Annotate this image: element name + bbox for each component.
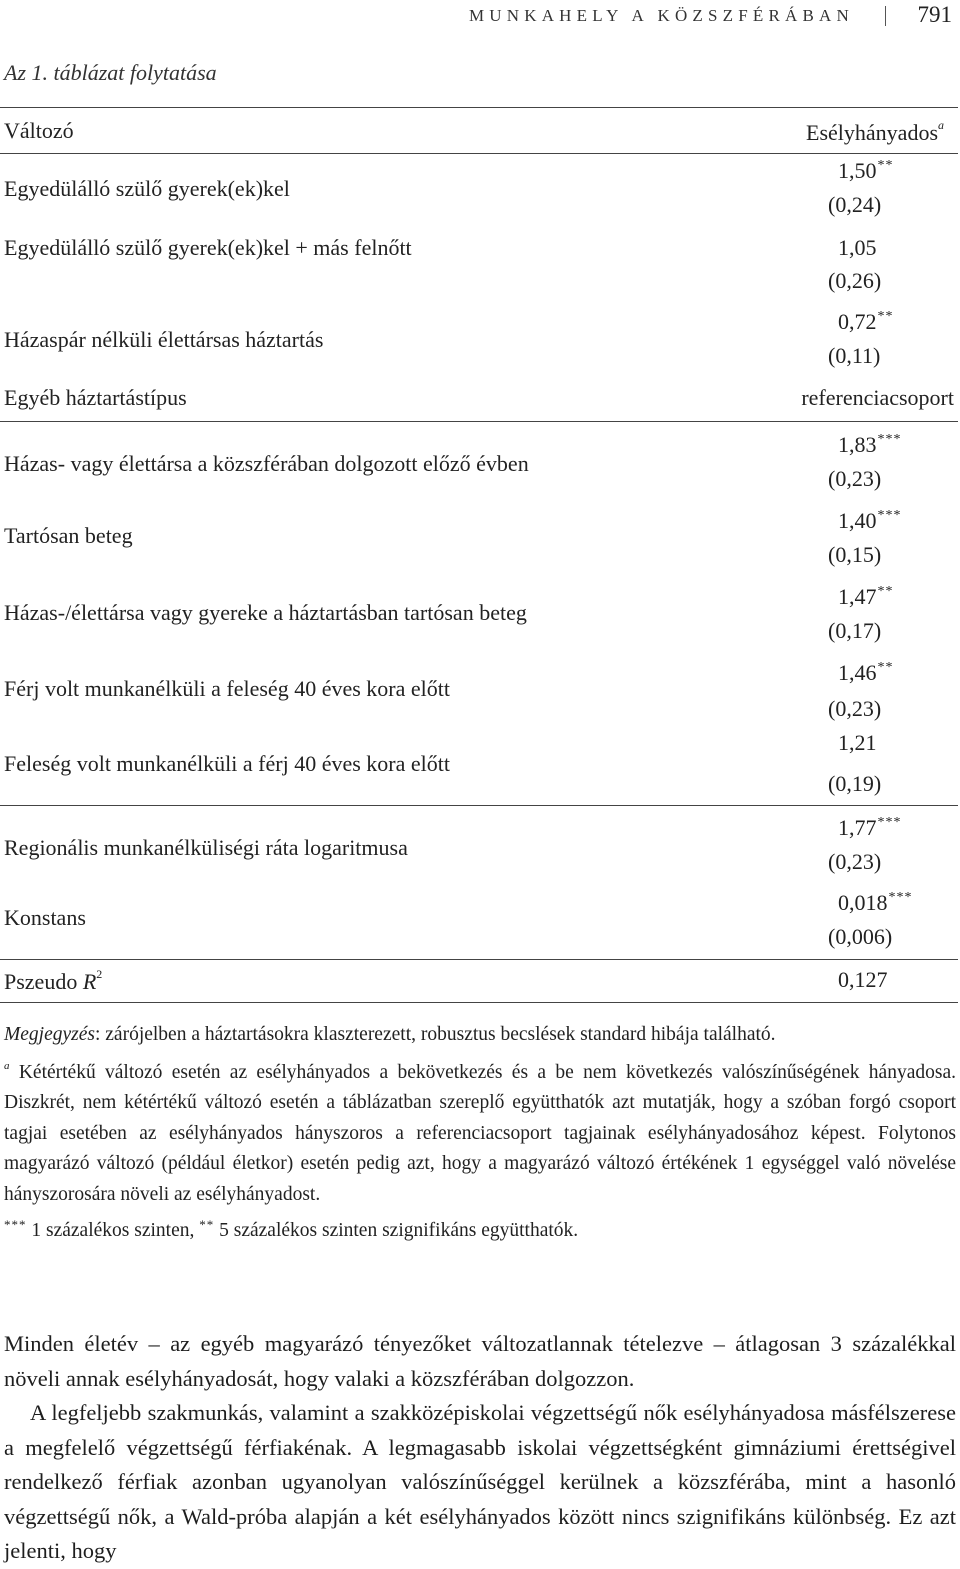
header-divider	[885, 6, 886, 26]
table-notes	[4, 1020, 956, 1247]
pseudo-r2-label	[4, 967, 102, 995]
significance-stars: **	[877, 660, 894, 675]
table-row-label: Férj volt munkanélküli a feleség 40 éves kora előtt	[4, 676, 450, 701]
footnote-paragraph	[4, 1051, 956, 1211]
standard-error: (0,23)	[828, 466, 882, 491]
note-paragraph	[4, 1020, 956, 1051]
odds-number: 1,40	[838, 508, 877, 533]
running-header	[0, 4, 958, 28]
column-header-odds-ratio	[806, 118, 944, 146]
table-top-rule	[0, 107, 958, 108]
pseudo-r2-exponent: 2	[96, 967, 103, 981]
body-paragraph-2: A legfeljebb szakmunkás, valamint a szakközépiskolai végzettségű nők esélyhányadosa másfélszerese a megfelelő végzettségű férfiakénak. A legmagasabb iskolai végzettségként gimnáziumi érettségivel rendelkező férfiak azonban ugyanolyan valószínűséggel kerülnek a közszférába, mint a hasonló végzettségű nők, a Wald-próba alapján a két esélyhányados között nincs szignifikáns különbség. Ez azt jelenti, hogy	[4, 1400, 956, 1563]
odds-number: 1,83	[838, 432, 877, 457]
standard-error: (0,23)	[828, 696, 882, 721]
significance-stars: ***	[888, 890, 913, 905]
page-number: 791	[917, 2, 952, 27]
significance-stars: **	[877, 158, 894, 173]
significance-stars: ***	[877, 508, 902, 523]
table-row-label: Házas- vagy élettársa a közszférában dolgozott előző évben	[4, 451, 529, 476]
table-r2-rule	[0, 959, 958, 960]
running-title: MUNKAHELY A KÖZSZFÉRÁBAN	[468, 6, 854, 25]
odds-value	[838, 309, 894, 335]
significance-stars: ***	[877, 432, 902, 447]
standard-error: (0,11)	[828, 343, 881, 368]
table-row-label: Házaspár nélküli élettársas háztartás	[4, 327, 324, 352]
odds-number: 1,05	[838, 235, 877, 260]
odds-value	[838, 158, 894, 184]
footnote-text: Kétértékű változó esetén az esélyhányados a bekövetkezés és a be nem következés valószínűségének hányadosa. Diszkrét, nem kétértékű változó esetén a táblázatban szereplő együtthatók azt mutatják, hogy a szóban forgó csoport tagjai esetében az esélyhányados hányszoros a referenciacsoport tagjainak esélyhányadosához képest. Folytonos magyarázó változó (például életkor) esetén pedig azt, hogy a magyarázó változó értékének 1 egységgel való növelése hányszorosára növeli az esélyhányadost.	[4, 1061, 956, 1205]
standard-error: (0,24)	[828, 192, 882, 217]
odds-value	[838, 584, 894, 610]
standard-error: (0,23)	[828, 849, 882, 874]
table-section-rule	[0, 805, 958, 806]
pseudo-r2-symbol: R	[82, 969, 97, 994]
table-row-label: Egyéb háztartástípus	[4, 385, 187, 410]
table-row-label: Konstans	[4, 905, 86, 930]
odds-number: 1,46	[838, 660, 877, 685]
table-row-label: Egyedülálló szülő gyerek(ek)kel + más felnőtt	[4, 235, 412, 260]
odds-value	[838, 508, 902, 534]
odds-value	[838, 730, 878, 756]
table-row-label: Tartósan beteg	[4, 523, 133, 548]
table-row-label: Házas-/élettársa vagy gyereke a háztartásban tartósan beteg	[4, 600, 527, 625]
odds-value	[838, 235, 878, 261]
significance-stars: ***	[877, 815, 902, 830]
odds-number: 0,72	[838, 309, 877, 334]
significance-stars-3: ***	[4, 1217, 27, 1232]
odds-value	[838, 660, 894, 686]
column-header-variable: Változó	[4, 118, 74, 143]
significance-stars-2: **	[199, 1217, 215, 1232]
column-header-odds-label: Esélyhányados	[806, 120, 938, 145]
note-label: Megjegyzés	[4, 1024, 95, 1045]
table-row-label: Regionális munkanélküliségi ráta logaritmusa	[4, 835, 408, 860]
table-caption: Az 1. táblázat folytatása	[4, 60, 217, 85]
significance-text-2: 5 százalékos szinten szignifikáns együtthatók.	[214, 1220, 579, 1241]
pseudo-r2-word: Pszeudo	[4, 969, 78, 994]
table-section-rule	[0, 421, 958, 422]
body-paragraph-1: Minden életév – az egyéb magyarázó tényezőket változatlannak tételezve – átlagosan 3 százalékkal növeli annak esélyhányadosát, hogy valaki a közszférában dolgozzon.	[4, 1331, 956, 1391]
table-header-rule	[0, 153, 958, 154]
odds-number: 1,77	[838, 815, 877, 840]
standard-error: (0,17)	[828, 618, 882, 643]
footnote-marker: a	[4, 1059, 10, 1072]
significance-text-1: 1 százalékos szinten,	[26, 1220, 200, 1241]
significance-stars: **	[877, 309, 894, 324]
odds-value	[838, 815, 902, 841]
note-text: : zárójelben a háztartásokra klaszterezett, robusztus becslések standard hibája található.	[94, 1024, 776, 1045]
standard-error: (0,006)	[828, 924, 893, 949]
odds-value	[838, 890, 913, 916]
standard-error: (0,19)	[828, 771, 882, 796]
standard-error: (0,15)	[828, 542, 882, 567]
significance-stars: **	[877, 584, 894, 599]
column-header-footnote-marker: a	[938, 118, 944, 132]
odds-number: 0,018	[838, 890, 888, 915]
odds-number: 1,47	[838, 584, 877, 609]
odds-number: 1,21	[838, 730, 877, 755]
pseudo-r2-value: 0,127	[838, 967, 888, 992]
table-bottom-rule	[0, 1002, 958, 1003]
standard-error: (0,26)	[828, 268, 882, 293]
table-row-label: Feleség volt munkanélküli a férj 40 éves kora előtt	[4, 751, 450, 776]
table-row-label: Egyedülálló szülő gyerek(ek)kel	[4, 176, 290, 201]
body-text	[4, 1327, 956, 1569]
odds-value	[838, 432, 902, 458]
reference-group-label: referenciacsoport	[801, 385, 954, 410]
odds-number: 1,50	[838, 158, 877, 183]
significance-note	[4, 1210, 956, 1247]
